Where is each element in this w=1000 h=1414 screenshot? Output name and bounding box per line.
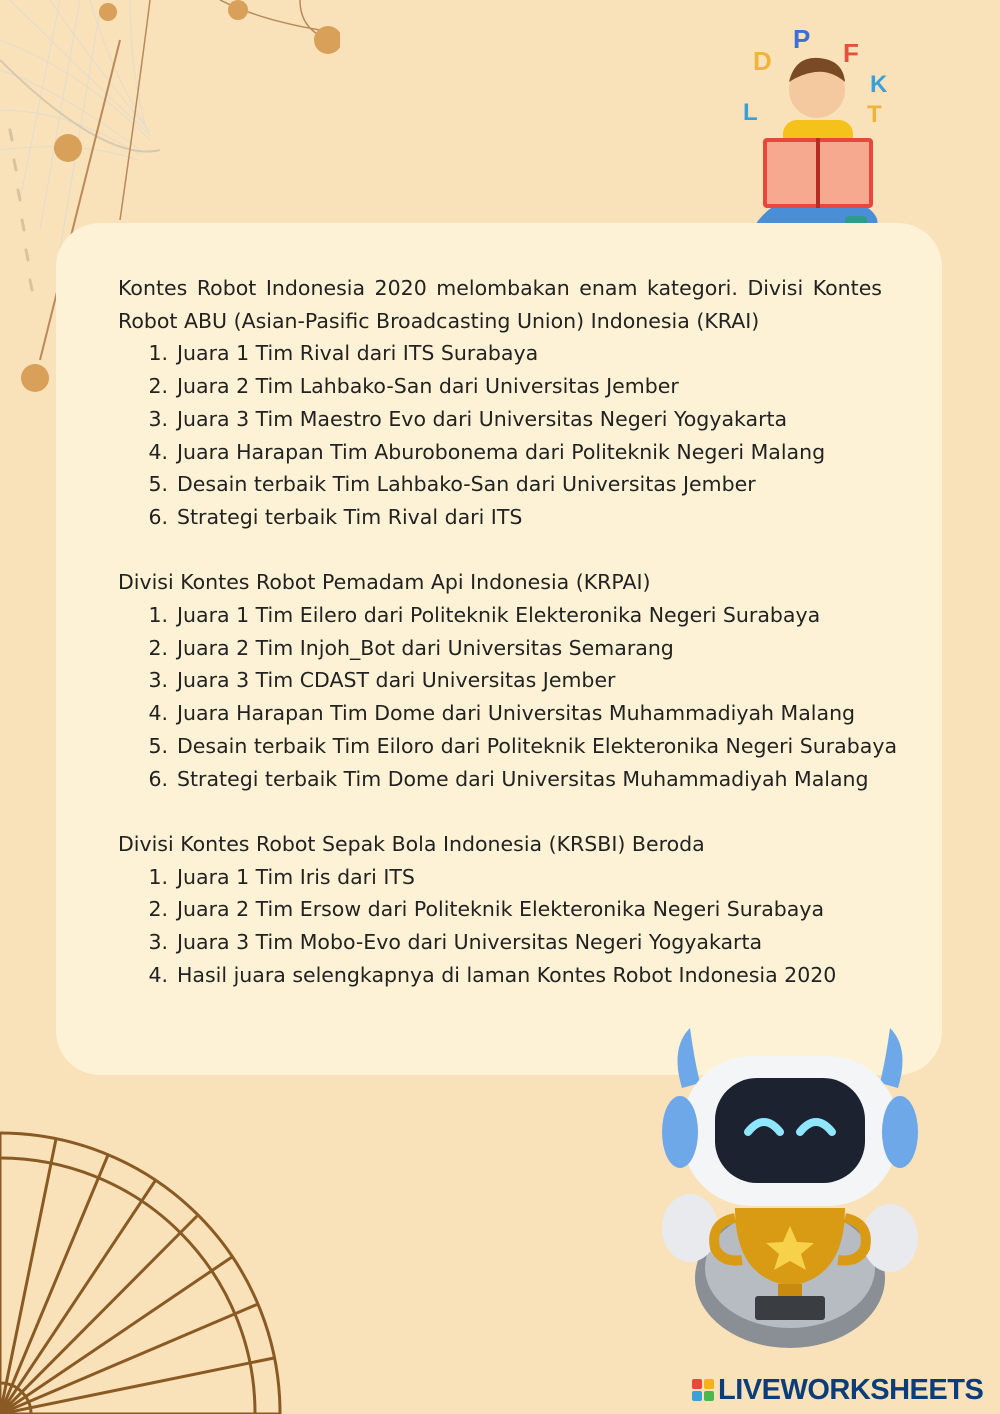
list-item: 1. Juara 1 Tim Rival dari ITS Surabaya — [148, 341, 539, 366]
floating-letter-k: K — [870, 71, 888, 98]
list-item: 6. Strategi terbaik Tim Rival dari ITS — [148, 504, 523, 529]
list-item: 2. Juara 2 Tim Ersow dari Politeknik Elekteronika Negeri Surabaya — [148, 897, 825, 922]
floating-letter-f: F — [843, 38, 859, 68]
intro-paragraph: Kontes Robot Indonesia 2020 melombakan enam kategori. Divisi Kontes Robot ABU (Asian-Pasific Broadcasting Union) Indonesia (KRAI) — [118, 276, 882, 333]
list-item: 4. Juara Harapan Tim Aburobonema dari Politeknik Negeri Malang — [148, 439, 826, 464]
list-item: 5. Desain terbaik Tim Eiloro dari Politeknik Elekteronika Negeri Surabaya — [148, 733, 898, 758]
liveworksheets-logo — [692, 1374, 983, 1406]
list-item: 3. Juara 3 Tim Mobo-Evo dari Universitas Negeri Yogyakarta — [148, 930, 763, 955]
list-item: 2. Juara 2 Tim Injoh_Bot dari Universitas Semarang — [148, 635, 674, 660]
list-item: 1. Juara 1 Tim Iris dari ITS — [148, 864, 415, 889]
krai-results-list — [118, 337, 882, 533]
floating-letter-t: T — [867, 101, 882, 128]
krsbi-results-list — [118, 861, 882, 992]
list-item: 2. Juara 2 Tim Lahbako-San dari Universitas Jember — [148, 374, 679, 399]
list-item: 4. Hasil juara selengkapnya di laman Kontes Robot Indonesia 2020 — [148, 962, 837, 987]
krsbi-section-title: Divisi Kontes Robot Sepak Bola Indonesia (KRSBI) Beroda — [118, 831, 705, 856]
floating-letter-l: L — [743, 99, 758, 126]
logo-wordmark: LIVEWORKSHEETS — [718, 1373, 984, 1406]
results-content — [118, 272, 898, 991]
list-item: 4. Juara Harapan Tim Dome dari Universitas Muhammadiyah Malang — [148, 701, 856, 726]
logo-mark-icon — [692, 1379, 714, 1401]
robot-trophy-illustration — [660, 1028, 920, 1348]
list-item: 3. Juara 3 Tim CDAST dari Universitas Jember — [148, 668, 616, 693]
list-item: 5. Desain terbaik Tim Lahbako-San dari Universitas Jember — [148, 472, 756, 497]
list-item: 6. Strategi terbaik Tim Dome dari Universitas Muhammadiyah Malang — [148, 766, 869, 791]
list-item: 1. Juara 1 Tim Eilero dari Politeknik Elekteronika Negeri Surabaya — [148, 603, 821, 628]
floating-letter-d: D — [753, 46, 772, 76]
fan-decoration — [0, 1128, 320, 1414]
floating-letter-p: P — [793, 24, 811, 54]
list-item: 3. Juara 3 Tim Maestro Evo dari Universitas Negeri Yogyakarta — [148, 406, 788, 431]
boy-reading-illustration — [735, 20, 905, 250]
krpai-results-list — [118, 599, 898, 795]
krpai-section-title: Divisi Kontes Robot Pemadam Api Indonesia (KRPAI) — [118, 570, 651, 595]
